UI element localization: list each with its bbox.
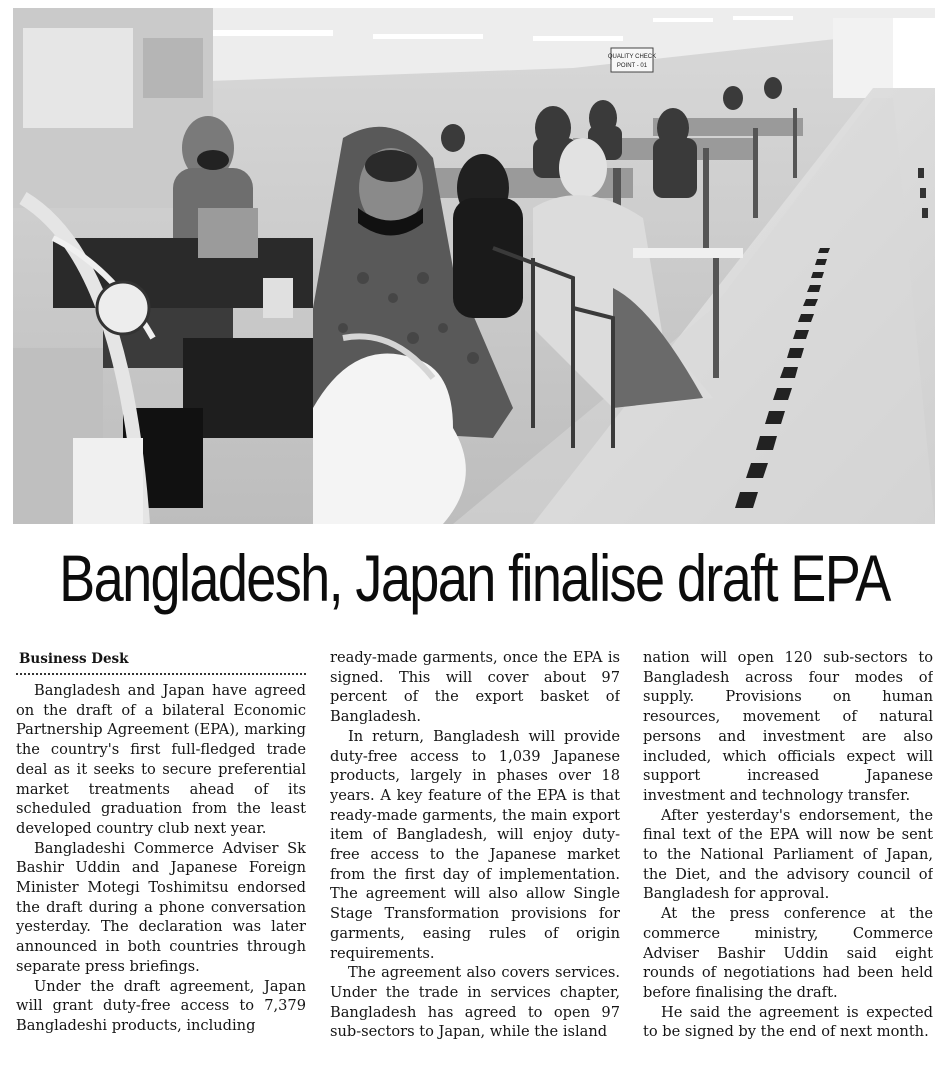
paragraph: After yesterday's endorsement, the final text of the EPA will now be sent to the National Parliament of Japan, the Diet, and the advisory council of Bangladesh for approval. <box>643 806 933 903</box>
paragraph: In return, Bangladesh will provide duty-free access to 1,039 Japanese products, largely in phases over 18 years. A key feature of the EPA is that ready-made garments, the main export item of Bangladesh, will enjoy duty-free access to the Japanese market from the first day of implementation. The agreement will also allow Single Stage Transformation provisions for garments, easing rules of origin requirements. <box>330 727 620 962</box>
article-column-2 <box>330 648 620 1068</box>
paragraph: Bangladesh and Japan have agreed on the draft of a bilateral Economic Partnership Agreement (EPA), marking the country's first full-fledged trade deal as it seeks to secure preferential market treatments ahead of its scheduled graduation from the least developed country club next year. <box>16 682 306 837</box>
paragraph: Bangladeshi Commerce Adviser Sk Bashir Uddin and Japanese Foreign Minister Motegi Toshimitsu endorsed the draft during a phone conversation yesterday. The declaration was later announced in both countries through separate press briefings. <box>16 839 306 975</box>
factory-floor-illustration <box>13 8 935 524</box>
article-column-1 <box>16 648 306 1068</box>
article-column-3 <box>643 648 933 1068</box>
headline-container <box>0 528 948 628</box>
quality-sign-text: QUALITY CHECK <box>607 54 657 60</box>
headline: Bangladesh, Japan finalise draft EPA <box>58 541 890 615</box>
paragraph: ready-made garments, once the EPA is signed. This will cover about 97 percent of the export basket of Bangladesh. <box>330 649 620 726</box>
paragraph: nation will open 120 sub-sectors to Bangladesh across four modes of supply. Provisions on human resources, movement of natural persons and investment are also included, which officials expect will support increased Japanese investment and technology transfer. <box>643 649 933 804</box>
paragraph: The agreement also covers services. Under the trade in services chapter, Bangladesh has agreed to open 97 sub-sectors to Japan, while the island <box>330 964 620 1041</box>
article-photo <box>13 8 935 524</box>
svg-text:POINT - 01: POINT - 01 <box>616 63 648 69</box>
paragraph: He said the agreement is expected to be signed by the end of next month. <box>643 1003 933 1041</box>
paragraph: At the press conference at the commerce ministry, Commerce Adviser Bashir Uddin said eight rounds of negotiations had been held before finalising the draft. <box>643 905 933 1001</box>
byline: Business Desk <box>16 648 306 675</box>
paragraph: Under the draft agreement, Japan will grant duty-free access to 7,379 Bangladeshi products, including <box>16 977 306 1034</box>
